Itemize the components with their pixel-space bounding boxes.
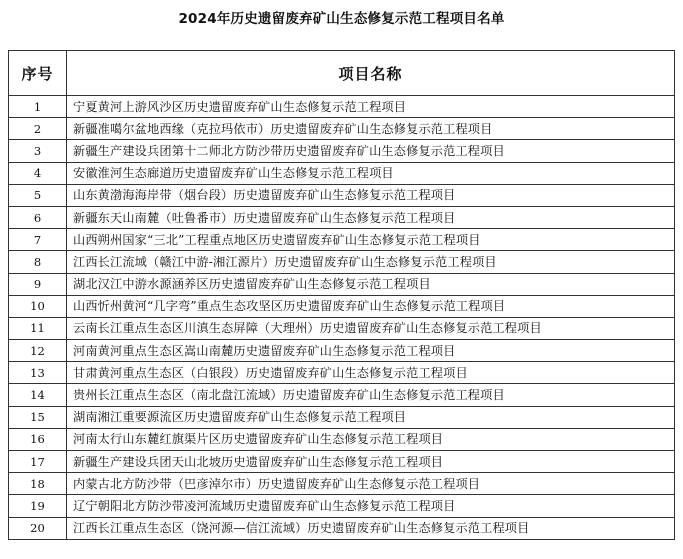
row-number: 1 [9, 96, 67, 118]
row-number: 9 [9, 273, 67, 295]
column-header-name: 项目名称 [67, 51, 675, 96]
project-name: 山西忻州黄河“几字弯”重点生态攻坚区历史遗留废弃矿山生态修复示范工程项目 [67, 295, 675, 317]
project-name: 新疆生产建设兵团第十二师北方防沙带历史遗留废弃矿山生态修复示范工程项目 [67, 140, 675, 162]
table-row [9, 406, 675, 428]
row-number: 2 [9, 118, 67, 140]
row-number: 16 [9, 428, 67, 450]
row-number: 17 [9, 451, 67, 473]
project-name: 内蒙古北方防沙带（巴彦淖尔市）历史遗留废弃矿山生态修复示范工程项目 [67, 473, 675, 495]
column-header-no: 序号 [9, 51, 67, 96]
project-name: 江西长江流域（赣江中游-湘江源片）历史遗留废弃矿山生态修复示范工程项目 [67, 251, 675, 273]
table-row [9, 340, 675, 362]
table-row [9, 451, 675, 473]
row-number: 19 [9, 495, 67, 517]
table-body [9, 96, 675, 540]
table-row [9, 96, 675, 118]
project-name: 河南黄河重点生态区嵩山南麓历史遗留废弃矿山生态修复示范工程项目 [67, 340, 675, 362]
project-name: 山东黄渤海海岸带（烟台段）历史遗留废弃矿山生态修复示范工程项目 [67, 184, 675, 206]
table-row [9, 473, 675, 495]
row-number: 8 [9, 251, 67, 273]
table-row [9, 118, 675, 140]
row-number: 20 [9, 517, 67, 539]
project-name: 湖北汉江中游水源涵养区历史遗留废弃矿山生态修复示范工程项目 [67, 273, 675, 295]
project-name: 贵州长江重点生态区（南北盘江流域）历史遗留废弃矿山生态修复示范工程项目 [67, 384, 675, 406]
project-name: 新疆准噶尔盆地西缘（克拉玛依市）历史遗留废弃矿山生态修复示范工程项目 [67, 118, 675, 140]
project-name: 辽宁朝阳北方防沙带凌河流域历史遗留废弃矿山生态修复示范工程项目 [67, 495, 675, 517]
row-number: 12 [9, 340, 67, 362]
table-row [9, 206, 675, 228]
table-row [9, 295, 675, 317]
project-name: 江西长江重点生态区（饶河源—信江流域）历史遗留废弃矿山生态修复示范工程项目 [67, 517, 675, 539]
table-row [9, 162, 675, 184]
row-number: 7 [9, 229, 67, 251]
row-number: 6 [9, 206, 67, 228]
row-number: 10 [9, 295, 67, 317]
row-number: 11 [9, 317, 67, 339]
table-row [9, 251, 675, 273]
row-number: 13 [9, 362, 67, 384]
table-row [9, 140, 675, 162]
table-row [9, 229, 675, 251]
table-row [9, 362, 675, 384]
project-name: 河南太行山东麓红旗渠片区历史遗留废弃矿山生态修复示范工程项目 [67, 428, 675, 450]
table-row [9, 428, 675, 450]
project-list-table [8, 50, 675, 540]
project-name: 云南长江重点生态区川滇生态屏障（大理州）历史遗留废弃矿山生态修复示范工程项目 [67, 317, 675, 339]
table-header-row [9, 51, 675, 96]
table-row [9, 317, 675, 339]
row-number: 4 [9, 162, 67, 184]
project-name: 宁夏黄河上游风沙区历史遗留废弃矿山生态修复示范工程项目 [67, 96, 675, 118]
row-number: 14 [9, 384, 67, 406]
project-name: 甘肃黄河重点生态区（白银段）历史遗留废弃矿山生态修复示范工程项目 [67, 362, 675, 384]
project-name: 安徽淮河生态廊道历史遗留废弃矿山生态修复示范工程项目 [67, 162, 675, 184]
row-number: 15 [9, 406, 67, 428]
row-number: 3 [9, 140, 67, 162]
table-row [9, 517, 675, 539]
project-name: 山西朔州国家“三北”工程重点地区历史遗留废弃矿山生态修复示范工程项目 [67, 229, 675, 251]
table-row [9, 184, 675, 206]
row-number: 5 [9, 184, 67, 206]
row-number: 18 [9, 473, 67, 495]
project-name: 湖南湘江重要源流区历史遗留废弃矿山生态修复示范工程项目 [67, 406, 675, 428]
table-row [9, 384, 675, 406]
document-title: 2024年历史遗留废弃矿山生态修复示范工程项目名单 [178, 11, 505, 27]
table-row [9, 273, 675, 295]
table-row [9, 495, 675, 517]
project-name: 新疆东天山南麓（吐鲁番市）历史遗留废弃矿山生态修复示范工程项目 [67, 206, 675, 228]
project-name: 新疆生产建设兵团天山北坡历史遗留废弃矿山生态修复示范工程项目 [67, 451, 675, 473]
